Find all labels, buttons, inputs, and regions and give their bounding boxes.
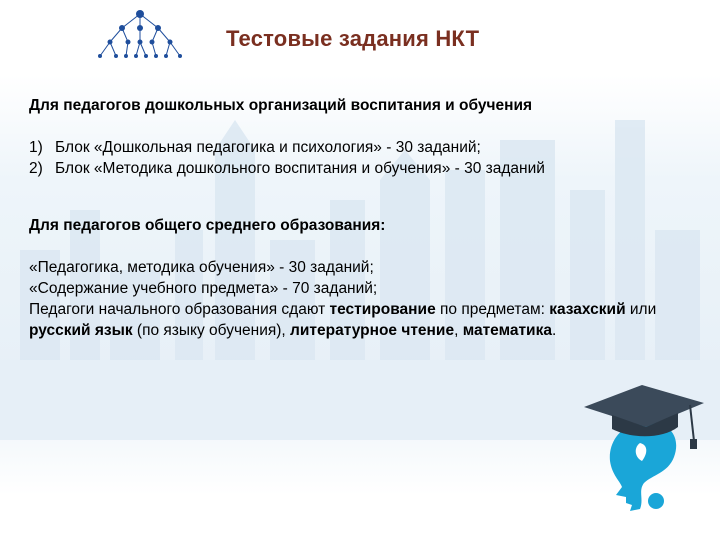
- page-title: Тестовые задания НКТ: [226, 26, 480, 51]
- para-bold: математика: [462, 322, 552, 339]
- para-text: по предметам:: [435, 301, 550, 318]
- para-text: .: [551, 322, 557, 339]
- section1-heading: Для педагогов дошкольных организаций воспитания и обучения: [29, 97, 533, 114]
- para-text: Педагоги начального образования сдают: [29, 301, 330, 318]
- para-bold: литературное чтение: [290, 322, 455, 339]
- list-item: [29, 137, 689, 158]
- para-text: ,: [454, 322, 463, 339]
- graduation-head-icon: [582, 383, 712, 513]
- section1-list: [29, 137, 689, 179]
- section2-heading: Для педагогов общего среднего образования:: [29, 217, 386, 234]
- list-item-text: Блок «Дошкольная педагогика и психология» - 30 заданий;: [55, 139, 481, 156]
- slide-content: [29, 95, 689, 341]
- list-item-number: 2): [29, 160, 43, 177]
- para-bold: тестирование: [329, 301, 436, 318]
- list-item-text: Блок «Методика дошкольного воспитания и обучения» - 30 заданий: [55, 160, 545, 177]
- para-bold: казахский: [549, 301, 626, 318]
- list-item-number: 1): [29, 139, 43, 156]
- section2-line1: «Педагогика, методика обучения» - 30 заданий;: [29, 259, 374, 276]
- section2-line2: «Содержание учебного предмета» - 70 заданий;: [29, 280, 378, 297]
- para-text: или: [625, 301, 657, 318]
- section2-paragraph: [29, 299, 689, 341]
- network-tree-icon: [92, 8, 188, 64]
- para-text: (по языку обучения),: [132, 322, 291, 339]
- para-bold: русский язык: [29, 322, 133, 339]
- list-item: [29, 158, 689, 179]
